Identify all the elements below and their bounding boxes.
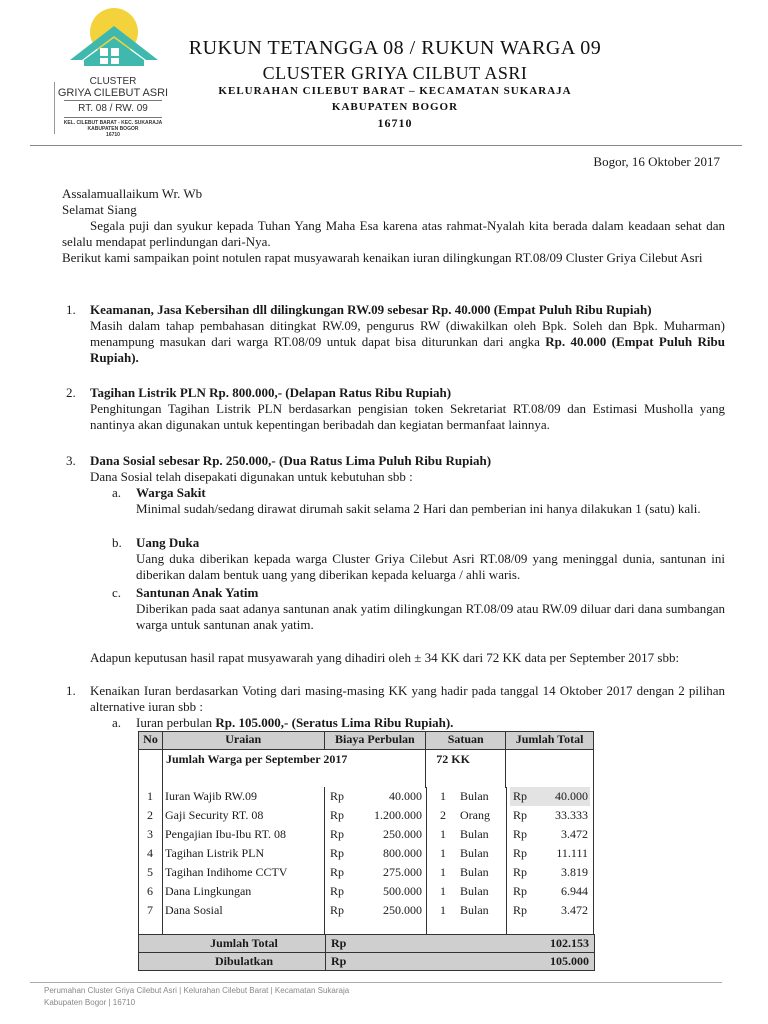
voting-sub	[136, 715, 725, 731]
cell-qty: 1	[440, 865, 446, 879]
cell-unit: Bulan	[460, 827, 489, 841]
cell-rp: Rp	[330, 865, 345, 879]
header-divider	[30, 145, 742, 146]
cell-unit: Bulan	[460, 846, 489, 860]
logo-name: GRIYA CILEBUT ASRI	[57, 87, 169, 99]
header-line-2: CLUSTER GRIYA CILBUT ASRI	[262, 63, 528, 83]
cell-unit: Bulan	[460, 903, 489, 917]
header-line-3: KELURAHAN CILEBUT BARAT – KECAMATAN SUKARAJA	[218, 85, 572, 97]
logo-addr-line: KEL. CILEBUT BARAT - KEC. SUKARAJA	[63, 120, 163, 126]
warga-value: 72 KK	[426, 750, 506, 788]
cell-qty: 1	[440, 789, 446, 803]
cell-no: 7	[147, 903, 153, 917]
logo-addr-line: 16710	[106, 132, 120, 138]
rounded-value: 105.000	[550, 954, 589, 968]
point-body: Penghitungan Tagihan Listrik PLN berdasarkan pengisian token Sekretariat RT.08/09 dan Estimasi Musholla yang nantinya akan digunakan untuk kepentingan beribadah dan kegiatan bermanfaat lainnya.	[90, 401, 725, 432]
cell-total: 3.472	[561, 903, 588, 917]
point-body: Dana Sosial telah disepakati digunakan untuk kebutuhan sbb :	[90, 469, 413, 484]
cell-rp2: Rp	[513, 884, 528, 898]
table-header-row	[139, 732, 594, 750]
cell-qty: 1	[440, 846, 446, 860]
rounded-label: Dibulatkan	[214, 954, 274, 968]
intro-paragraph-1: Segala puji dan syukur kepada Tuhan Yang Maha Esa karena atas rahmat-Nyalah kita berada dalam keadaan sehat dan selalu mendapat perlindungan dari-Nya.	[62, 218, 725, 249]
rounded-row	[138, 952, 595, 971]
cell-biaya: 250.000	[383, 827, 422, 841]
point-title: Dana Sosial sebesar Rp. 250.000,- (Dua Ratus Lima Puluh Ribu Rupiah)	[90, 453, 492, 468]
sub-title: Santunan Anak Yatim	[136, 585, 259, 600]
cell-rp: Rp	[330, 789, 345, 803]
cell-biaya: 800.000	[383, 846, 422, 860]
cell-uraian: Pengajian Ibu-Ibu RT. 08	[165, 827, 287, 841]
cell-total: 11.111	[556, 846, 588, 860]
cell-total: 33.333	[555, 808, 588, 822]
voting-text: Kenaikan Iuran berdasarkan Voting dari masing-masing KK yang hadir pada tanggal 14 Oktober 2017 dengan 2 pilihan alternative iuran sbb :	[90, 683, 725, 714]
sub-letter: a.	[112, 485, 122, 500]
cell-unit: Bulan	[460, 884, 489, 898]
voting-sub-bold: Rp. 105.000,- (Seratus Lima Ribu Rupiah).	[215, 715, 454, 730]
logo-addr-line: KABUPATEN BOGOR	[87, 126, 139, 132]
cell-no: 1	[147, 789, 153, 803]
point-body-text: Masih dalam tahap pembahasan ditingkat RW.09, pengurus RW (diwakilkan oleh Bpk. Soleh dan Bpk. Muharman) menampung masukan dari warga RT.08/09 untuk dapat bisa diturunkan dari angka	[90, 318, 725, 349]
decision-text: Adapun keputusan hasil rapat musyawarah yang dihadiri oleh ± 34 KK dari 72 KK data per September 2017 sbb:	[90, 650, 680, 665]
sub-body: Uang duka diberikan kepada warga Cluster Griya Cilebut Asri RT.08/09 yang meninggal dunia, santunan ini diberikan dalam bentuk uang yang diberikan kepada keluarga / ahli waris.	[136, 551, 725, 582]
cell-rp: Rp	[330, 808, 345, 822]
cell-uraian: Dana Sosial	[165, 903, 223, 917]
cell-no: 2	[147, 808, 153, 822]
table-row-warga	[139, 750, 594, 788]
cell-uraian: Gaji Security RT. 08	[165, 808, 264, 822]
cell-rp: Rp	[330, 884, 345, 898]
rounded-rp: Rp	[331, 954, 347, 968]
logo-rtrw: RT. 08 / RW. 09	[64, 100, 162, 118]
table-cell	[139, 750, 163, 788]
cell-uraian: Dana Lingkungan	[165, 884, 252, 898]
point-number: 1.	[66, 302, 76, 317]
sub-body: Minimal sudah/sedang dirawat dirumah sakit selama 2 Hari dan pemberian ini hanya dilakukan 1 (satu) kali.	[136, 501, 701, 516]
cell-biaya: 500.000	[383, 884, 422, 898]
cell-biaya: 1.200.000	[374, 808, 422, 822]
voting-sub-text: Iuran perbulan	[136, 715, 216, 730]
cell-no: 4	[147, 846, 153, 860]
total-value: 102.153	[550, 936, 589, 950]
sub-body: Diberikan pada saat adanya santunan anak yatim dilingkungan RT.08/09 atau RW.09 diluar dari dana sumbangan warga untuk santunan anak yatim.	[136, 601, 725, 632]
header-line-5: 16710	[377, 116, 413, 130]
cell-no: 3	[147, 827, 153, 841]
col-header: Uraian	[162, 732, 324, 750]
table-cell	[506, 750, 594, 788]
cell-no: 6	[147, 884, 153, 898]
point-number: 2.	[66, 385, 76, 400]
col-header: Biaya Perbulan	[324, 732, 426, 750]
cell-rp2: Rp	[513, 808, 528, 822]
sub-letter: c.	[112, 585, 122, 600]
cell-rp2: Rp	[513, 789, 528, 803]
cell-rp2: Rp	[513, 846, 528, 860]
cell-biaya: 275.000	[383, 865, 422, 879]
greeting-2: Selamat Siang	[62, 202, 137, 217]
cell-rp2: Rp	[513, 903, 528, 917]
total-label: Jumlah Total	[210, 936, 278, 950]
point-title: Tagihan Listrik PLN Rp. 800.000,- (Delapan Ratus Ribu Rupiah)	[90, 385, 452, 400]
cell-no: 5	[147, 865, 153, 879]
header-line-1: RUKUN TETANGGA 08 / RUKUN WARGA 09	[188, 37, 602, 59]
header-line-4: KABUPATEN BOGOR	[331, 101, 459, 113]
cell-uraian: Tagihan Indihome CCTV	[165, 865, 288, 879]
point-body-bold: Rp. 40.000 (Empat Puluh Ribu Rupiah).	[90, 334, 725, 365]
cell-uraian: Tagihan Listrik PLN	[165, 846, 265, 860]
total-row	[138, 934, 595, 953]
col-header: Satuan	[426, 732, 506, 750]
cell-unit: Bulan	[460, 789, 489, 803]
cell-total: 40.000	[555, 789, 588, 803]
logo-house-sun-icon	[54, 4, 172, 76]
cell-biaya: 250.000	[383, 903, 422, 917]
sub-title: Uang Duka	[136, 535, 200, 550]
logo-cluster: CLUSTER	[89, 76, 137, 87]
cell-qty: 1	[440, 903, 446, 917]
sub-title: Warga Sakit	[136, 485, 206, 500]
cell-biaya: 40.000	[389, 789, 422, 803]
cell-qty: 2	[440, 808, 446, 822]
footer-divider	[30, 982, 722, 983]
voting-number: 1.	[66, 683, 76, 698]
cell-rp: Rp	[330, 846, 345, 860]
cell-rp: Rp	[330, 827, 345, 841]
cell-qty: 1	[440, 827, 446, 841]
cell-unit: Orang	[460, 808, 490, 822]
sub-letter: b.	[112, 535, 122, 550]
footer-line-1: Perumahan Cluster Griya Cilebut Asri | Kelurahan Cilebut Barat | Kecamatan Sukaraja	[44, 986, 350, 995]
cell-rp2: Rp	[513, 865, 528, 879]
cell-uraian: Iuran Wajib RW.09	[165, 789, 258, 803]
total-divider	[325, 935, 326, 952]
point-body	[90, 318, 725, 366]
cell-total: 3.472	[561, 827, 588, 841]
total-rp: Rp	[331, 936, 347, 950]
greeting-1: Assalamuallaikum Wr. Wb	[62, 186, 203, 201]
cell-qty: 1	[440, 884, 446, 898]
logo	[54, 4, 172, 146]
col-header: Jumlah Total	[506, 732, 594, 750]
logo-address	[54, 120, 172, 138]
letter-date: Bogor, 16 Oktober 2017	[593, 154, 720, 169]
cell-unit: Bulan	[460, 865, 489, 879]
iuran-table	[138, 731, 594, 788]
rounded-divider	[325, 953, 326, 970]
warga-label: Jumlah Warga per September 2017	[162, 750, 425, 788]
point-title: Keamanan, Jasa Kebersihan dll dilingkungan RW.09 sebesar Rp. 40.000 (Empat Puluh Ribu Rupiah)	[90, 302, 652, 317]
footer-line-2: Kabupaten Bogor | 16710	[44, 998, 136, 1007]
col-header: No	[139, 732, 163, 750]
cell-rp: Rp	[330, 903, 345, 917]
point-number: 3.	[66, 453, 76, 468]
voting-sub-letter: a.	[112, 715, 122, 730]
cell-total: 6.944	[561, 884, 588, 898]
intro-paragraph-2: Berikut kami sampaikan point notulen rapat musyawarah kenaikan iuran dilingkungan RT.08/09 Cluster Griya Cilebut Asri	[62, 250, 703, 265]
table-row	[138, 903, 594, 922]
cell-total: 3.819	[561, 865, 588, 879]
cell-rp2: Rp	[513, 827, 528, 841]
